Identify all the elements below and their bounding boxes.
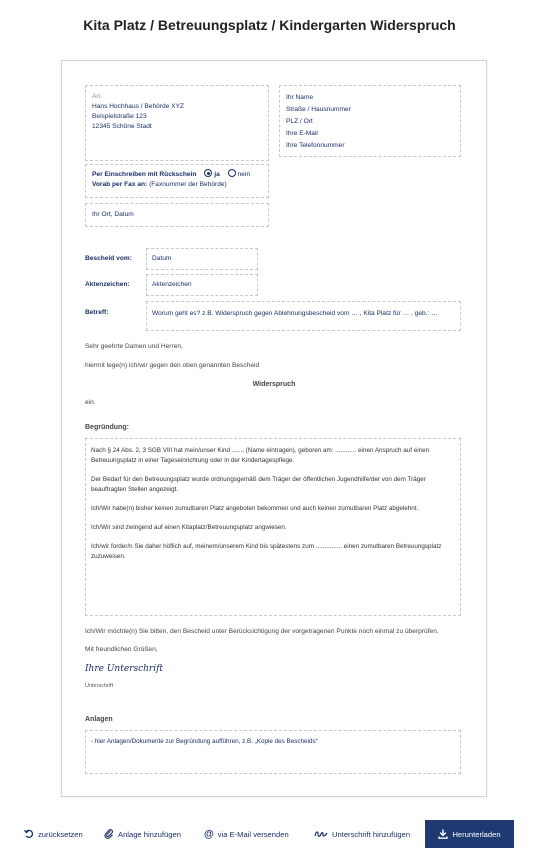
undo-icon bbox=[24, 829, 34, 839]
sender-line: PLZ / Ort bbox=[286, 118, 313, 125]
bescheid-date-value: Datum bbox=[152, 255, 172, 262]
betreff-field[interactable] bbox=[146, 301, 461, 331]
begruendung-paragraph: Ich/wir forder/n Sie daher höflich auf, meinem/unserem Kind bis spätestens zum ............... einen zumutbaren Betreuungsplatz zuzuweisen. bbox=[91, 543, 442, 560]
paperclip-icon bbox=[104, 829, 114, 839]
recipient-field[interactable] bbox=[85, 85, 269, 161]
intro-text: hiermit lege(n) ich/wir gegen den oben genannten Bescheid bbox=[85, 362, 260, 369]
place-date-field[interactable] bbox=[85, 203, 269, 227]
download-button[interactable] bbox=[425, 820, 514, 848]
aktenzeichen-value: Aktenzeichen bbox=[152, 281, 192, 288]
bottom-toolbar bbox=[0, 820, 539, 848]
bescheid-label: Bescheid vom: bbox=[85, 255, 132, 262]
reset-button[interactable] bbox=[24, 820, 83, 848]
greeting: Mit freundlichen Grüßen, bbox=[85, 646, 158, 653]
sender-line: Straße / Hausnummer bbox=[286, 106, 351, 113]
sender-line: Ihre E-Mail bbox=[286, 130, 318, 137]
radio-no[interactable] bbox=[228, 169, 236, 177]
ein-text: ein. bbox=[85, 399, 96, 406]
begruendung-paragraph: Ich/Wir sind zwingend auf einen Kitaplatz/Betreuungsplatz angwiesen. bbox=[91, 524, 287, 531]
salutation: Sehr geehrte Damen und Herren, bbox=[85, 343, 183, 350]
place-date-value: Ihr Ort, Datum bbox=[92, 211, 134, 218]
begruendung-label: Begründung: bbox=[85, 424, 129, 431]
sender-line: Ihr Name bbox=[286, 94, 314, 101]
anlagen-label: Anlagen bbox=[85, 716, 113, 723]
download-icon bbox=[438, 829, 448, 839]
recipient-line: Hans Hochhaus / Behörde XYZ bbox=[92, 103, 184, 110]
letter-sheet bbox=[61, 60, 487, 797]
betreff-label: Betreff: bbox=[85, 309, 109, 316]
fax-row[interactable] bbox=[92, 180, 262, 190]
closing-request: Ich/Wir möchte(n) Sie bitten, den Bescheid unter Berücksichtigung der vorgetragenen Punkte noch einmal zu überprüfen. bbox=[85, 628, 439, 635]
add-attachment-label: Anlage hinzufügen bbox=[118, 829, 181, 839]
radio-yes-label: ja bbox=[214, 171, 220, 178]
recipient-line: 12345 Schöne Stadt bbox=[92, 123, 152, 130]
fax-value: (Faxnummer der Behörde) bbox=[149, 181, 227, 188]
anlagen-value: - hier Anlagen/Dokumente zur Begründung aufführen, z.B. „Kopie des Bescheids“ bbox=[91, 738, 318, 745]
begruendung-textarea[interactable] bbox=[85, 438, 461, 616]
widerspruch-heading: Widerspruch bbox=[252, 381, 296, 388]
add-signature-label: Unterschrift hinzufügen bbox=[332, 829, 411, 839]
radio-yes[interactable] bbox=[204, 169, 212, 177]
begruendung-paragraph: Ich/Wir habe(n) bisher keinen zumutbaren Platz angeboten bekommen und auch keinen zumutbaren Platz abgelehnt. bbox=[91, 505, 419, 512]
page-title: Kita Platz / Betreuungsplatz / Kindergarten Widerspruch bbox=[83, 17, 456, 33]
signature-caption: Unterschrift bbox=[85, 683, 114, 689]
fax-label: Vorab per Fax an: bbox=[92, 181, 148, 188]
send-email-button[interactable] bbox=[204, 820, 289, 848]
add-signature-button[interactable] bbox=[314, 820, 410, 848]
sender-line: Ihre Telefonnummer bbox=[286, 142, 345, 149]
delivery-field bbox=[85, 164, 269, 198]
recipient-line: Beispielstraße 123 bbox=[92, 113, 147, 120]
send-email-label: via E-Mail versenden bbox=[217, 829, 289, 839]
signature-icon bbox=[314, 829, 328, 839]
aktenzeichen-label: Aktenzeichen: bbox=[85, 281, 130, 288]
begruendung-paragraph: Der Bedarf für den Betreuungsplatz wurde ordnungsgemäß dem Träger der öffentlichen Jugendhilfe/der von dem Träger beauftragten Stellen angezeigt. bbox=[91, 476, 426, 493]
aktenzeichen-field[interactable] bbox=[146, 274, 258, 296]
add-attachment-button[interactable] bbox=[104, 820, 181, 848]
registered-mail-row bbox=[92, 170, 262, 180]
at-sign-icon: @ bbox=[204, 828, 214, 840]
anlagen-field[interactable] bbox=[85, 730, 461, 774]
bescheid-date-field[interactable] bbox=[146, 248, 258, 270]
registered-mail-label: Per Einschreiben mit Rückschein bbox=[92, 171, 197, 178]
radio-no-label: nein bbox=[237, 171, 251, 178]
sender-field[interactable] bbox=[279, 85, 461, 157]
download-label: Herunterladen bbox=[452, 829, 501, 839]
signature[interactable]: Ihre Unterschrift bbox=[85, 664, 164, 674]
recipient-label: An: bbox=[92, 93, 102, 100]
begruendung-paragraph: Nach § 24 Abs. 2, 3 SGB VIII hat mein/unser Kind ....... (Name eintragen), geboren am: ............ einen Anspruch auf einen Betreuungsplatz in einer Tageseinrichtung oder in der Kindertagespflege. bbox=[91, 447, 430, 464]
betreff-value: Worum geht es? z.B. Widerspruch gegen Ablehnungsbescheid vom … , Kita Platz für … , geb.: … bbox=[152, 310, 438, 317]
reset-label: zurücksetzen bbox=[38, 829, 83, 839]
